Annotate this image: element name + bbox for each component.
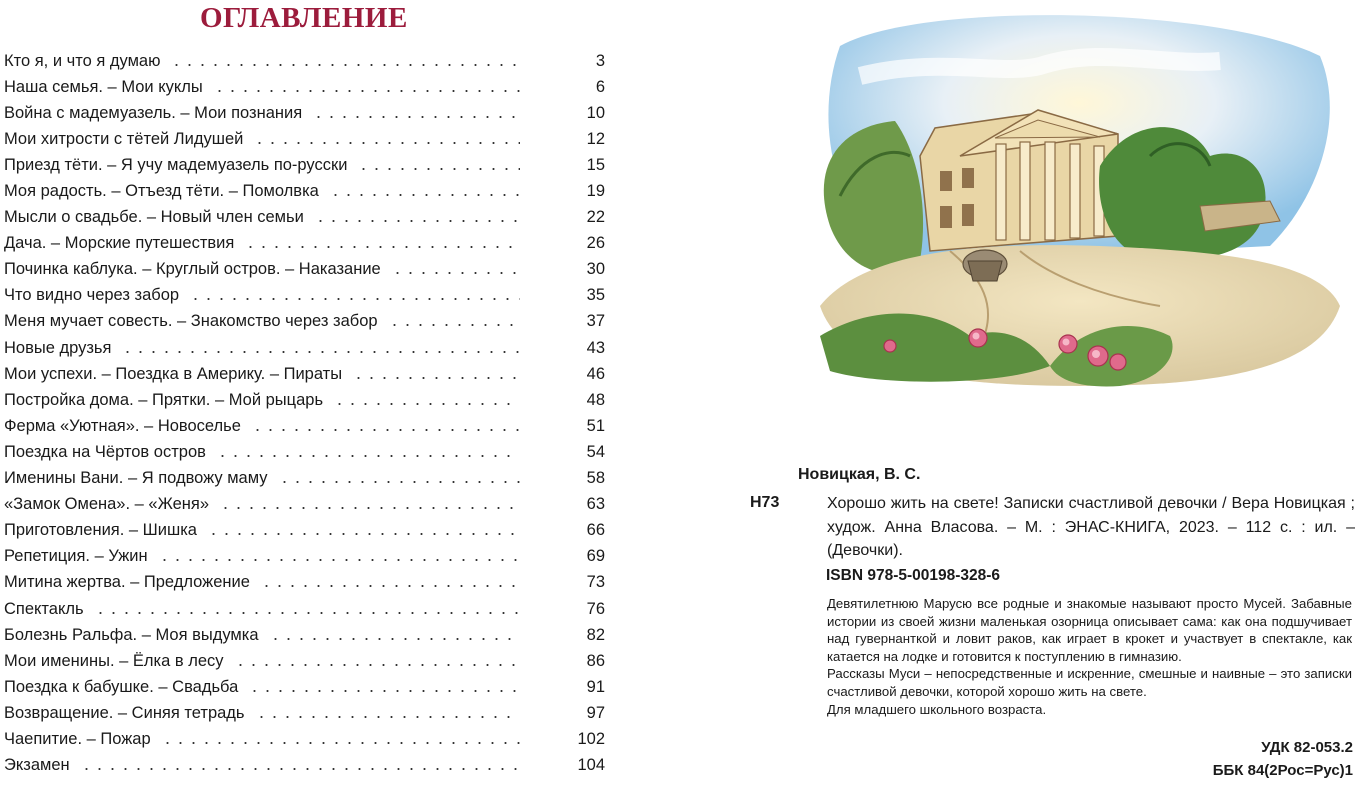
toc-entry-page: 82 (586, 625, 605, 644)
toc-entry (4, 439, 605, 465)
toc-entry-page: 10 (586, 103, 605, 122)
toc-entry-title: Поездка на Чёртов остров (4, 442, 206, 461)
toc-entry-page: 37 (586, 312, 605, 331)
dot-leader (248, 690, 520, 692)
author-code: Н73 (750, 494, 780, 511)
dot-leader (213, 90, 520, 92)
toc-entry (4, 700, 605, 726)
dot-leader (80, 768, 520, 770)
author-name: Новицкая, В. С. (798, 466, 921, 483)
toc-entry-page: 66 (586, 521, 605, 540)
toc-entry (4, 126, 605, 152)
dot-leader (269, 638, 520, 640)
toc-entry (4, 544, 605, 570)
dot-leader (352, 377, 520, 379)
toc-entry-title: Чаепитие. – Пожар (4, 729, 151, 748)
toc-entry (4, 648, 605, 674)
toc-entry-title: Что видно через забор (4, 286, 180, 305)
toc-entry-page: 97 (586, 703, 605, 722)
dot-leader (357, 168, 520, 170)
dot-leader (158, 559, 520, 561)
toc-entry-title: Наша семья. – Мои куклы (4, 77, 203, 96)
dot-leader (253, 142, 520, 144)
toc-entry (4, 48, 605, 74)
toc-entry-page: 63 (586, 495, 605, 514)
toc-entry (4, 753, 605, 779)
toc-entry-title: Моя радость. – Отъезд тёти. – Помолвка (4, 182, 319, 201)
toc-entry (4, 492, 605, 518)
toc-entry-title: Именины Вани. – Я подвожу маму (4, 469, 268, 488)
bbk-code: ББК 84(2Рос=Рус)1 (1212, 762, 1353, 779)
manor-house-illustration (800, 6, 1355, 388)
dot-leader (329, 194, 520, 196)
toc-entry-title: Новые друзья (4, 338, 112, 357)
toc-entry (4, 231, 605, 257)
toc-entry (4, 570, 605, 596)
toc-entry-page: 22 (586, 208, 605, 227)
dot-leader (94, 612, 520, 614)
isbn: ISBN 978-5-00198-328-6 (826, 567, 1001, 584)
toc-heading: ОГЛАВЛЕНИЕ (200, 2, 408, 34)
toc-entry-page: 51 (586, 416, 605, 435)
toc-entry-title: Болезнь Ральфа. – Моя выдумка (4, 625, 259, 644)
toc-entry (4, 205, 605, 231)
toc-entry-page: 54 (586, 442, 605, 461)
toc-entry (4, 74, 605, 100)
toc-entry-title: Митина жертва. – Предложение (4, 573, 250, 592)
toc-entry-title: Мысли о свадьбе. – Новый член семьи (4, 208, 304, 227)
toc-entry-page: 26 (586, 234, 605, 253)
dot-leader (121, 351, 520, 353)
toc-entry-title: Постройка дома. – Прятки. – Мой рыцарь (4, 390, 324, 409)
toc-entry-page: 3 (595, 51, 605, 70)
dot-leader (333, 403, 520, 405)
toc-entry-page: 102 (577, 729, 605, 748)
book-description (827, 595, 1352, 718)
toc-entry-title: «Замок Омена». – «Женя» (4, 495, 210, 514)
dot-leader (219, 507, 520, 509)
toc-entry-page: 104 (577, 756, 605, 775)
toc-entry (4, 257, 605, 283)
description-paragraph: Для младшего школьного возраста. (827, 701, 1047, 717)
table-of-contents (4, 48, 605, 779)
toc-entry-page: 91 (586, 677, 605, 696)
toc-entry-title: Возвращение. – Синяя тетрадь (4, 703, 245, 722)
toc-entry (4, 178, 605, 204)
dot-leader (388, 324, 520, 326)
dot-leader (278, 481, 520, 483)
toc-entry-title: Меня мучает совесть. – Знакомство через забор (4, 312, 378, 331)
toc-entry-title: Репетиция. – Ужин (4, 547, 148, 566)
toc-entry-title: Починка каблука. – Круглый остров. – Наказание (4, 260, 381, 279)
toc-entry-title: Спектакль (4, 599, 84, 618)
toc-entry-page: 69 (586, 547, 605, 566)
toc-entry (4, 387, 605, 413)
toc-entry (4, 674, 605, 700)
toc-entry-page: 12 (586, 129, 605, 148)
toc-entry (4, 361, 605, 387)
toc-entry-page: 48 (586, 390, 605, 409)
toc-entry (4, 283, 605, 309)
dot-leader (391, 272, 520, 274)
toc-entry-page: 15 (586, 155, 605, 174)
toc-entry-title: Мои хитрости с тётей Лидушей (4, 129, 244, 148)
bibliographic-entry: Хорошо жить на свете! Записки счастливой девочки / Вера Новицкая ; худож. Анна Власова. – М. : ЭНАС-КНИГА, 2023. – 112 с. : ил. – (Девочки). (827, 495, 1355, 559)
dot-leader (314, 220, 520, 222)
toc-entry-page: 58 (586, 469, 605, 488)
toc-entry (4, 152, 605, 178)
toc-entry-title: Мои именины. – Ёлка в лесу (4, 651, 224, 670)
toc-entry-page: 6 (595, 77, 605, 96)
description-paragraph: Рассказы Муси – непосредственные и искренние, смешные и наивные – это записки счастливой девочки, которой хорошо жить на свете. (827, 666, 1352, 699)
dot-leader (312, 116, 520, 118)
dot-leader (251, 429, 520, 431)
dot-leader (207, 533, 520, 535)
dot-leader (161, 742, 520, 744)
toc-entry-title: Поездка к бабушке. – Свадьба (4, 677, 239, 696)
toc-entry (4, 466, 605, 492)
toc-entry-title: Мои успехи. – Поездка в Америку. – Пираты (4, 364, 343, 383)
toc-entry (4, 100, 605, 126)
dot-leader (189, 298, 520, 300)
toc-entry-title: Война с мадемуазель. – Мои познания (4, 103, 303, 122)
toc-entry-page: 73 (586, 573, 605, 592)
toc-entry-title: Экзамен (4, 756, 70, 775)
toc-entry-page: 19 (586, 182, 605, 201)
toc-entry-title: Ферма «Уютная». – Новоселье (4, 416, 241, 435)
toc-entry-title: Дача. – Морские путешествия (4, 234, 235, 253)
toc-entry-title: Приезд тёти. – Я учу мадемуазель по-русски (4, 155, 348, 174)
toc-entry-page: 86 (586, 651, 605, 670)
toc-entry (4, 726, 605, 752)
toc-entry (4, 622, 605, 648)
toc-entry (4, 335, 605, 361)
toc-entry (4, 518, 605, 544)
description-paragraph: Девятилетнюю Марусю все родные и знакомые называют просто Мусей. Забавные истории из своей жизни маленькая озорница описывает сама: как она подшучивает над гувернанткой и ловит раков, как играет в крокет и участвует в спектакле, как катается на лодке и готовится к поступлению в гимназию. (827, 596, 1352, 664)
toc-entry (4, 309, 605, 335)
toc-entry (4, 596, 605, 622)
toc-entry-page: 43 (586, 338, 605, 357)
toc-entry-title: Приготовления. – Шишка (4, 521, 197, 540)
toc-entry-page: 30 (586, 260, 605, 279)
toc-entry-title: Кто я, и что я думаю (4, 51, 161, 70)
toc-entry-page: 76 (586, 599, 605, 618)
dot-leader (244, 246, 520, 248)
dot-leader (260, 585, 520, 587)
udk-code: УДК 82-053.2 (1261, 739, 1353, 756)
toc-entry (4, 413, 605, 439)
dot-leader (234, 664, 520, 666)
toc-entry-page: 46 (586, 364, 605, 383)
dot-leader (170, 64, 520, 66)
toc-entry-page: 35 (586, 286, 605, 305)
dot-leader (255, 716, 520, 718)
dot-leader (216, 455, 520, 457)
